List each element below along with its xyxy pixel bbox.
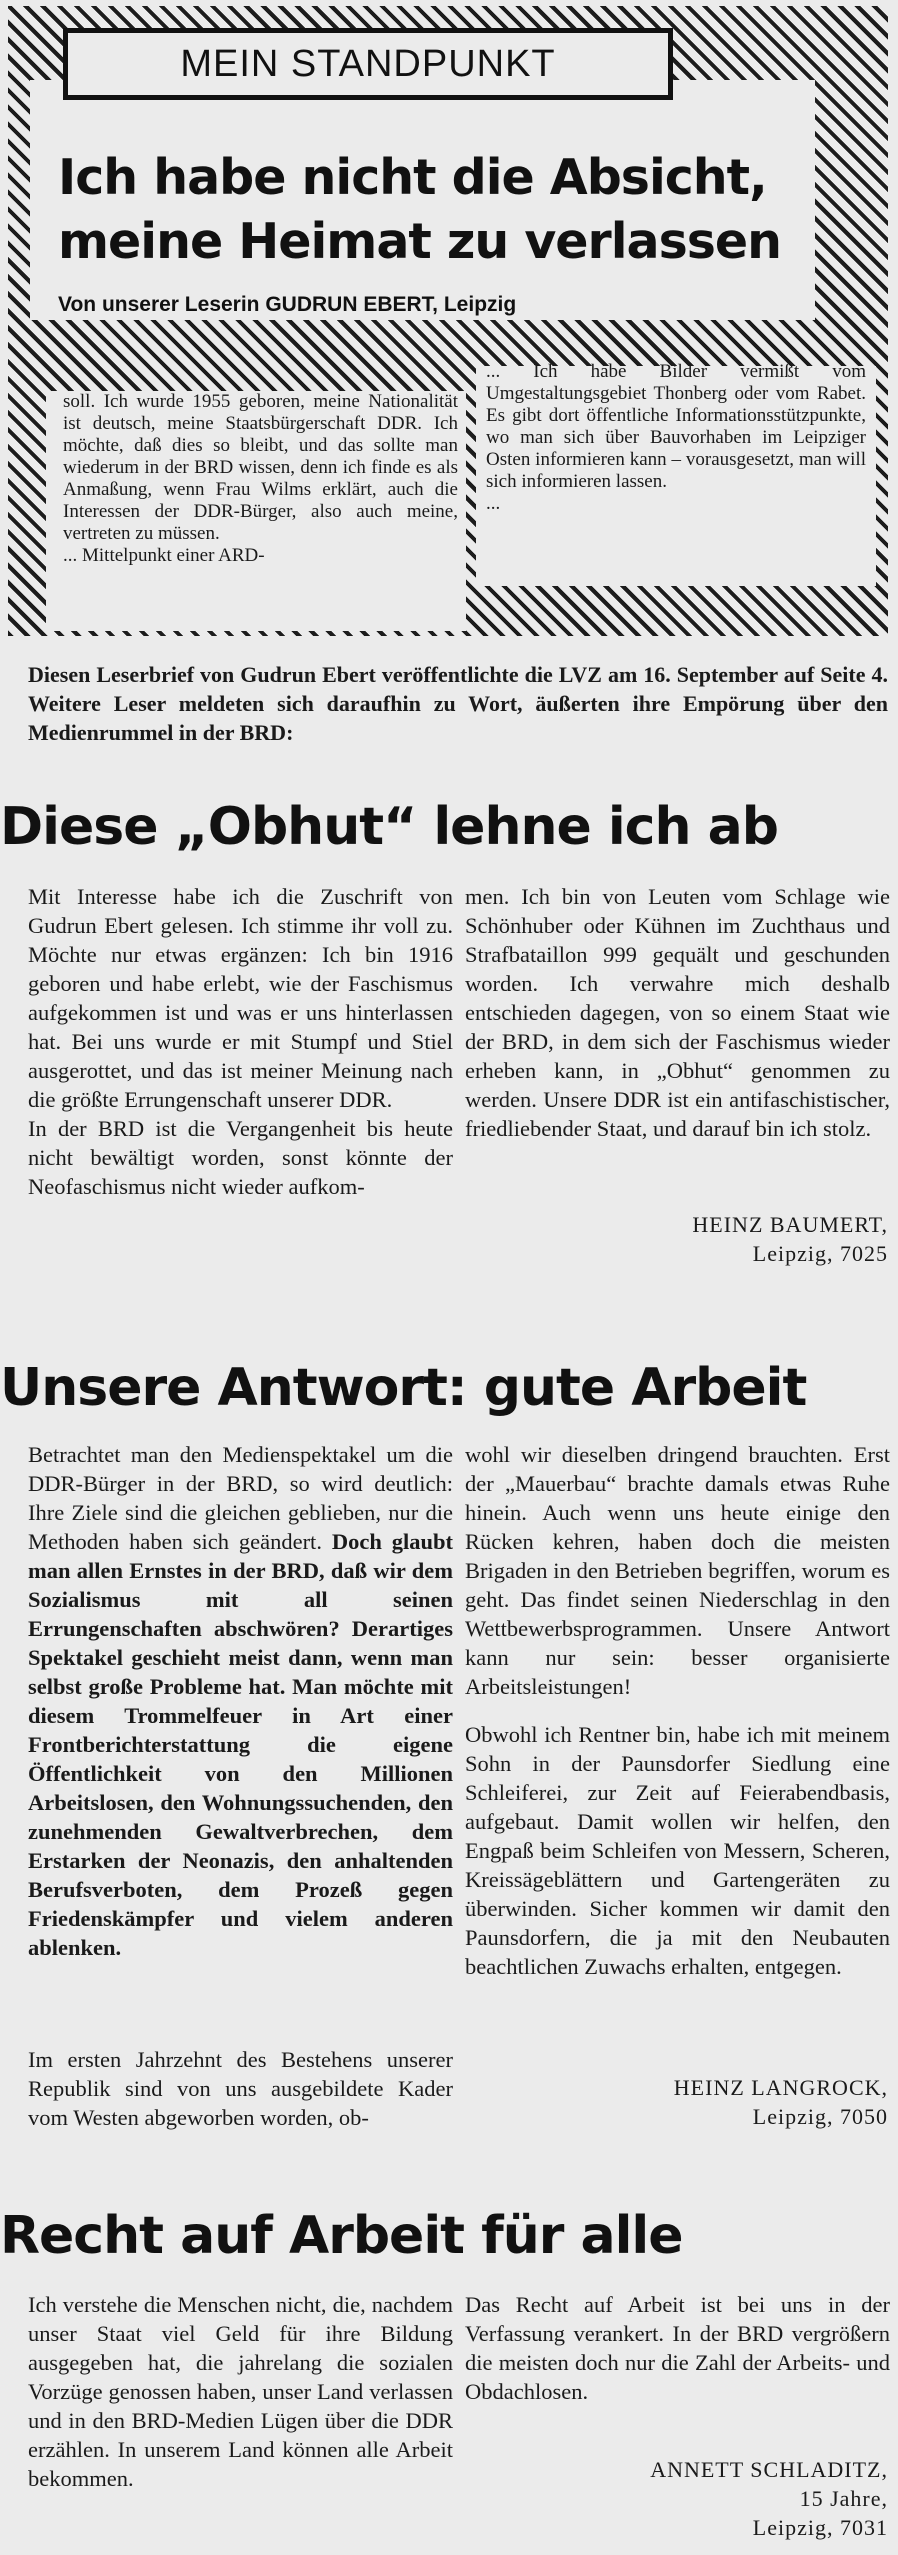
- article-2-signature: HEINZ LANGROCK, Leipzig, 7050: [673, 2075, 888, 2129]
- article-1-right-column: men. Ich bin von Leuten vom Schlage wie Schönhuber oder Kühnen im Zuchthaus und Strafbataillon 999 gequält und geschunden worden. Ich verwahre mich deshalb entschieden dagegen, von so einem Staat wie der BRD, in dem sich der Faschismus wieder erheben kann, in „Obhut“ genommen zu werden. Unsere DDR ist ein antifaschistischer, friedliebender Staat, und darauf bin ich stolz.: [465, 884, 890, 1141]
- article-1-left-column: Mit Interesse habe ich die Zuschrift von Gudrun Ebert gelesen. Ich stimme ihr voll zu. Möchte nur etwas ergänzen: Ich bin 1916 geboren und habe erlebt, wie der Faschismus aufgekommen ist und was er uns hinterlassen hat. Bei uns wurde er mit Stumpf und Stiel ausgerottet, und das ist meiner Meinung nach die größte Errungenschaft unserer DDR. In der BRD ist die Vergangenheit bis heute nicht bewältigt worden, sonst könnte der Neofaschismus nicht wieder aufkom-: [28, 884, 453, 1199]
- article-2-left-paragraph-2: Im ersten Jahrzehnt des Bestehens unserer Republik sind von uns ausgebildete Kader vom Westen abgeworben worden, ob-: [28, 2047, 453, 2130]
- article-3-left-column: Ich verstehe die Menschen nicht, die, nachdem unser Staat viel Geld für ihre Bildung ausgegeben hat, die jahrelang die sozialen Vorzüge genossen haben, unser Land verlassen und in den BRD-Medien Lügen über die DDR erzählen. In unserem Land können alle Arbeit bekommen.: [28, 2292, 453, 2491]
- article-2-headline: Unsere Antwort: gute Arbeit: [0, 1358, 807, 1418]
- article-1-headline: Diese „Obhut“ lehne ich ab: [0, 797, 778, 857]
- box-headline: Ich habe nicht die Absicht, meine Heimat zu verlassen: [58, 149, 782, 270]
- article-1-signature: HEINZ BAUMERT, Leipzig, 7025: [692, 1212, 888, 1266]
- article-3-right-column: Das Recht auf Arbeit ist bei uns in der Verfassung verankert. In der BRD vergrößern die meisten doch nur die Zahl der Arbeits- und Obdachlosen.: [465, 2292, 890, 2404]
- box-text-left: soll. Ich wurde 1955 geboren, meine Nationalität ist deutsch, meine Staatsbürgerschaft DDR. Ich möchte, daß dies so bleibt, und das sollte man wiederum in der BRD wissen, denn ich finde es als Anmaßung, wenn Frau Wilms erklärt, auch die Interessen der DDR-Bürger, also auch meine, vertreten zu müssen. ... Mittelpunkt einer ARD-: [63, 391, 458, 566]
- standpunkt-box: [8, 6, 888, 636]
- article-2-right-paragraph-2: Obwohl ich Rentner bin, habe ich mit meinem Sohn in der Paunsdorfer Siedlung eine Schleiferei, zur Zeit auf Feierabendbasis, aufgebaut. Damit wollen wir helfen, den Engpaß beim Schleifen von Messern, Scheren, Kreissägeblättern und Gartengeräten zu überwinden. Sicher kommen wir damit den Paunsdorfern, die ja mit den Neubauten beachtlichen Zuwachs erhalten, entgegen.: [465, 1722, 890, 1979]
- article-2-left-normal: Betrachtet man den Medienspektakel um die DDR-Bürger in der BRD, so wird deutlich: Ihre Ziele sind die gleichen geblieben, nur die Methoden haben sich geändert.: [28, 1442, 453, 1554]
- article-3-signature: ANNETT SCHLADITZ, 15 Jahre, Leipzig, 7031: [650, 2457, 888, 2540]
- intro-text: Diesen Leserbrief von Gudrun Ebert veröffentlichte die LVZ am 16. September auf Seite 4. Weitere Leser meldeten sich daraufhin zu Wort, äußerten ihre Empörung über den Medienrummel in der BRD:: [28, 662, 888, 745]
- box-byline: Von unserer Leserin GUDRUN EBERT, Leipzig: [58, 293, 517, 316]
- box-text-right: ... Ich habe Bilder vermißt vom Umgestaltungsgebiet Thonberg oder vom Rabet. Es gibt dort öffentliche Informationsstützpunkte, wo man sich über Bauvorhaben im Leipziger Osten informieren kann – vorausgesetzt, man will sich informieren lassen. ...: [486, 361, 866, 514]
- kicker-label: MEIN STANDPUNKT: [63, 28, 673, 100]
- article-2-left-bold: Doch glaubt man allen Ernstes in der BRD, daß wir dem Sozialismus mit all seinen Errungenschaften abschwören? Derartiges Spektakel geschieht meist dann, wenn man selbst große Probleme hat. Man möchte mit diesem Trommelfeuer in Art einer Frontberichterstattung die eigene Öffentlichkeit von den Millionen Arbeitslosen, den Wohnungssuchenden, den zunehmenden Gewaltverbrechen, dem Erstarken der Neonazis, den anhaltenden Berufsverboten, dem Prozeß gegen Friedenskämpfer und vielem anderen ablenken.: [28, 1529, 453, 1960]
- article-2-left-column: [28, 1440, 453, 1962]
- article-3-headline: Recht auf Arbeit für alle: [0, 2206, 683, 2266]
- article-2-right-paragraph-1: wohl wir dieselben dringend brauchten. Erst der „Mauerbau“ brachte damals etwas Ruhe hinein. Auch wenn uns heute einige den Rücken kehren, haben doch die meisten Brigaden in den Betrieben begriffen, worum es geht. Das findet seinen Niederschlag in den Wettbewerbsprogrammen. Unsere Antwort kann nur sein: besser organisierte Arbeitsleistungen!: [465, 1442, 890, 1699]
